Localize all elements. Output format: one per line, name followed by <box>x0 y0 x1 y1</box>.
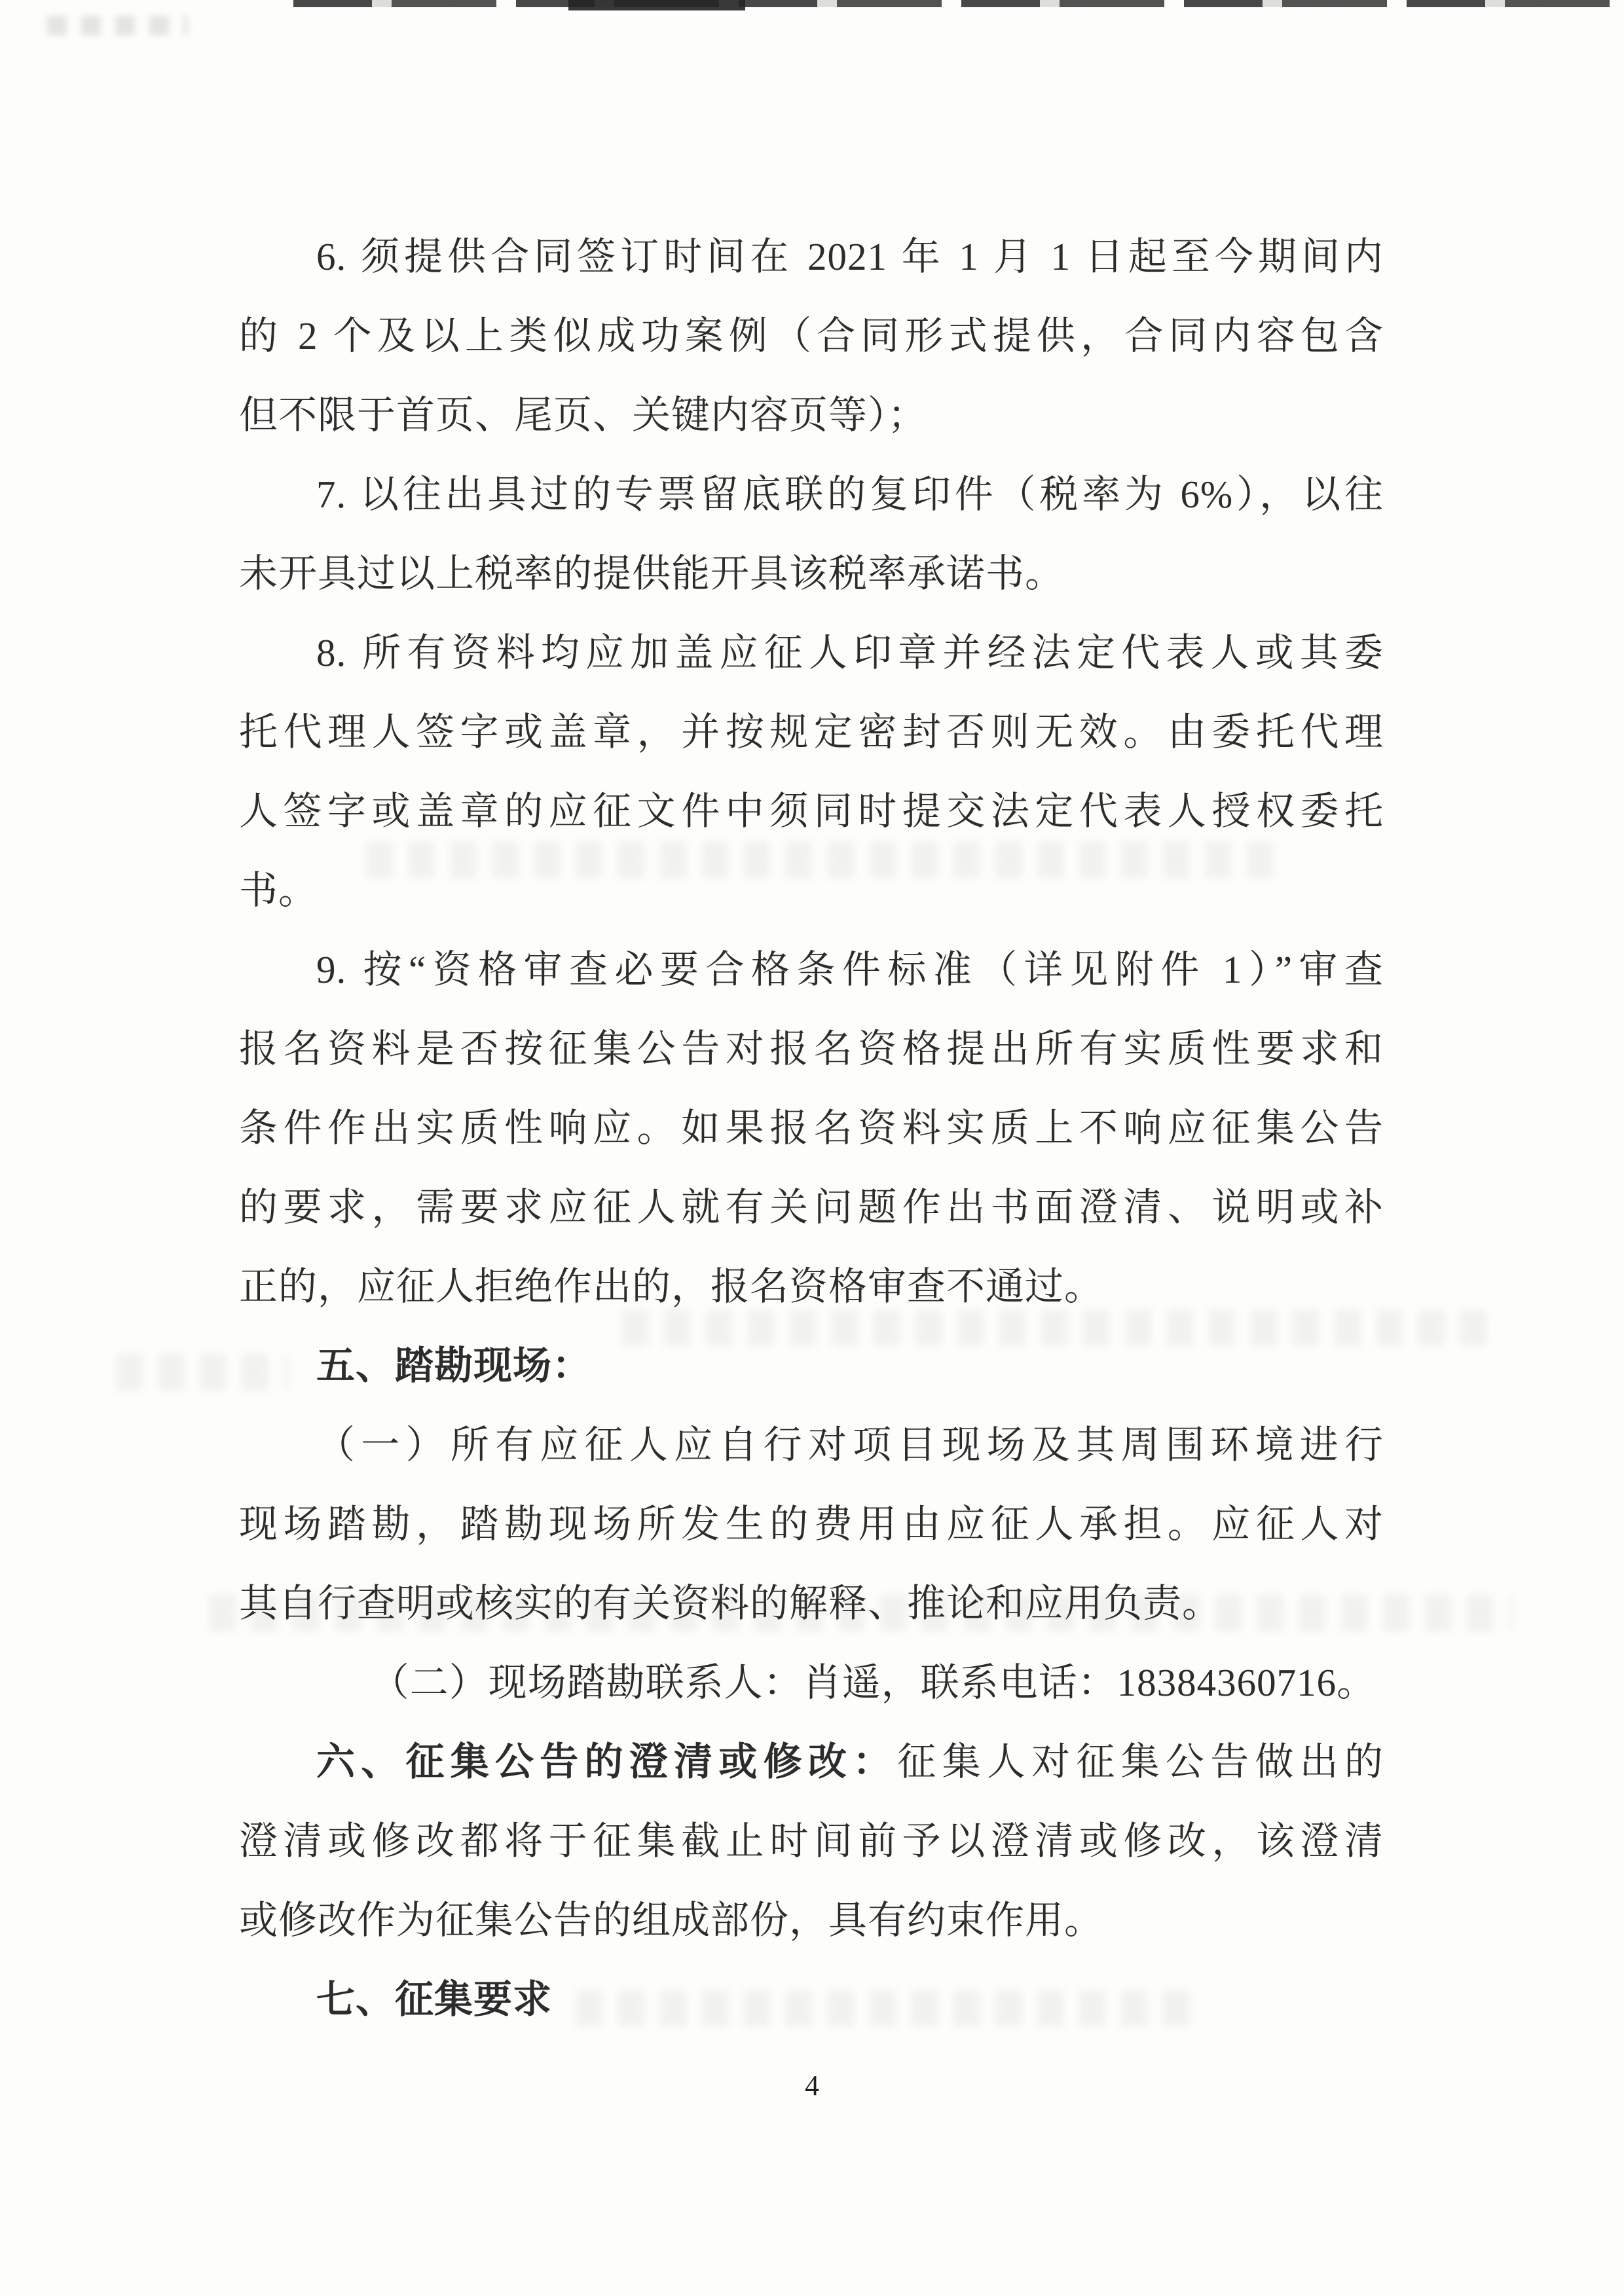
item-9-line-1 <box>239 930 1384 1010</box>
bold-text: 五、踏勘现场： <box>316 1344 592 1387</box>
normal-text: 现场踏勘，踏勘现场所发生的费用由应征人承担。应征人对 <box>239 1503 1384 1546</box>
clarification-line-2 <box>239 1802 1384 1881</box>
normal-text: 的要求，需要求应征人就有关问题作出书面澄清、说明或补 <box>239 1186 1384 1229</box>
normal-text: 或修改作为征集公告的组成部份，具有约束作用。 <box>239 1899 1104 1942</box>
item-8-line-2 <box>239 693 1384 772</box>
item-6-line-3 <box>239 376 1384 455</box>
normal-text: 7. 以往出具过的专票留底联的复印件（税率为 6%），以往 <box>316 473 1384 516</box>
scan-smudge-artifact <box>47 16 188 35</box>
section-heading-solicitation-requirements <box>239 1960 1384 2039</box>
scan-top-edge-artifact <box>568 0 745 10</box>
item-7-line-2 <box>239 534 1384 613</box>
normal-text: 书。 <box>239 869 318 912</box>
text-block <box>239 217 1384 2039</box>
item-9-line-5 <box>239 1247 1384 1326</box>
normal-text: 人签字或盖章的应征文件中须同时提交法定代表人授权委托 <box>239 790 1384 833</box>
item-6-line-2 <box>239 297 1384 376</box>
normal-text: 条件作出实质性响应。如果报名资料实质上不响应征集公告 <box>239 1106 1384 1150</box>
item-9-line-2 <box>239 1010 1384 1089</box>
page-number: 4 <box>805 2069 819 2102</box>
normal-text: （二）现场踏勘联系人：肖遥，联系电话：18384360716。 <box>370 1661 1376 1704</box>
section-heading-clarification <box>239 1722 1384 1802</box>
bold-text: 六、征集公告的澄清或修改： <box>316 1740 898 1783</box>
normal-text: 托代理人签字或盖章，并按规定密封否则无效。由委托代理 <box>239 710 1384 754</box>
normal-text: 征集人对征集公告做出的 <box>897 1740 1384 1783</box>
item-8-line-4 <box>239 851 1384 930</box>
bold-text: 七、征集要求 <box>316 1978 553 2021</box>
normal-text: 其自行查明或核实的有关资料的解释、推论和应用负责。 <box>239 1582 1222 1625</box>
normal-text: 但不限于首页、尾页、关键内容页等）； <box>239 393 927 437</box>
item-8-line-1 <box>239 613 1384 693</box>
site-visit-para-1-line-3 <box>239 1564 1384 1643</box>
site-visit-contact-line <box>239 1643 1384 1722</box>
scan-top-edge-artifact <box>293 0 1624 7</box>
normal-text: 9. 按“资格审查必要合格条件标准（详见附件 1）”审查 <box>316 948 1384 991</box>
clarification-line-3 <box>239 1881 1384 1960</box>
item-9-line-3 <box>239 1089 1384 1168</box>
item-8-line-3 <box>239 772 1384 851</box>
normal-text: 报名资料是否按征集公告对报名资格提出所有实质性要求和 <box>239 1027 1384 1070</box>
normal-text: （一）所有应征人应自行对项目现场及其周围环境进行 <box>316 1423 1384 1467</box>
item-6-line-1 <box>239 217 1384 297</box>
normal-text: 正的，应征人拒绝作出的，报名资格审查不通过。 <box>239 1265 1104 1308</box>
normal-text: 的 2 个及以上类似成功案例（合同形式提供，合同内容包含 <box>239 314 1384 357</box>
item-7-line-1 <box>239 455 1384 534</box>
site-visit-para-1-line-2 <box>239 1485 1384 1564</box>
normal-text: 澄清或修改都将于征集截止时间前予以澄清或修改，该澄清 <box>239 1819 1384 1863</box>
normal-text: 6. 须提供合同签订时间在 2021 年 1 月 1 日起至今期间内 <box>316 235 1384 278</box>
item-9-line-4 <box>239 1168 1384 1247</box>
normal-text: 未开具过以上税率的提供能开具该税率承诺书。 <box>239 552 1065 595</box>
section-heading-site-visit <box>239 1326 1384 1406</box>
site-visit-para-1-line-1 <box>239 1406 1384 1485</box>
normal-text: 8. 所有资料均应加盖应征人印章并经法定代表人或其委 <box>316 631 1384 674</box>
